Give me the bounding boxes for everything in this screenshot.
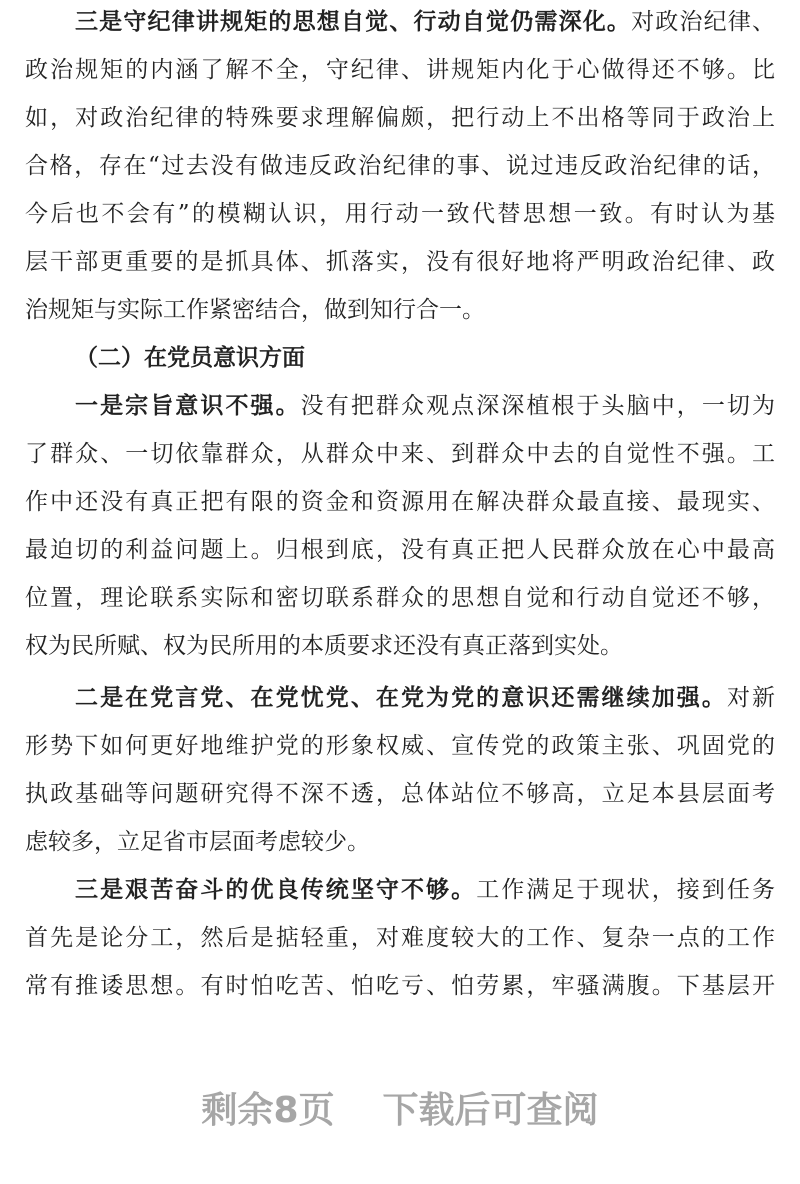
paragraph-line [25,382,775,430]
paragraph-line: 常有推诿思想。有时怕吃苦、怕吃亏、怕劳累，牢骚满腹。下基层开 [25,973,775,999]
section-heading: （二）在党员意识方面 [75,345,305,371]
paragraph-line: 执政基础等问题研究得不深不透，总体站位不够高，立足本县层面考 [25,781,775,807]
paragraph-line: 今后也不会有”的模糊认识，用行动一致代替思想一致。有时认为基 [25,201,775,227]
document-page [25,0,775,1010]
paragraph-line: 层干部更重要的是抓具体、抓落实，没有很好地将严明政治纪律、政 [25,249,775,275]
paragraph-lead: 三是守纪律讲规矩的思想自觉、行动自觉仍需深化。 [75,9,632,35]
paragraph-line: 首先是论分工，然后是掂轻重，对难度较大的工作、复杂一点的工作 [25,925,775,951]
paragraph-line: 位置，理论联系实际和密切联系群众的思想自觉和行动自觉还不够， [25,585,775,611]
paragraph-line: 了群众、一切依靠群众，从群众中来、到群众中去的自觉性不强。工 [25,441,775,467]
paragraph-line: 合格，存在“过去没有做违反政治纪律的事、说过违反政治纪律的话， [25,153,775,179]
paragraph-line: 如，对政治纪律的特殊要求理解偏颇，把行动上不出格等同于政治上 [25,105,775,131]
paragraph-line [25,0,775,46]
remaining-pages-text: 剩余8页 [201,1090,335,1131]
paragraph-line: 政治规矩的内涵了解不全，守纪律、讲规矩内化于心做得还不够。比 [25,57,775,83]
paragraph-line: 形势下如何更好地维护党的形象权威、宣传党的政策主张、巩固党的 [25,733,775,759]
paragraph-lead: 二是在党言党、在党忧党、在党为党的意识还需继续加强。 [75,685,727,711]
download-hint-text: 下载后可查阅 [382,1090,599,1131]
paragraph-text: 没有把群众观点深深植根于头脑中，一切为 [300,393,776,419]
paragraph-line: 权为民所赋、权为民所用的本质要求还没有真正落到实处。 [25,633,623,659]
paragraph-text: 对新 [726,685,776,711]
paragraph-lead: 一是宗旨意识不强。 [75,393,301,419]
paragraph-text: 工作满足于现状，接到任务 [476,877,776,903]
paragraph-line [25,866,775,914]
paragraph-line: 作中还没有真正把有限的资金和资源用在解决群众最直接、最现实、 [25,489,775,515]
paragraph-line: 虑较多，立足省市层面考虑较少。 [25,829,370,855]
paragraph-line: 最迫切的利益问题上。归根到底，没有真正把人民群众放在心中最高 [25,537,775,563]
paragraph-text: 对政治纪律、 [631,9,776,35]
download-prompt[interactable] [0,1082,800,1133]
paragraph-line [25,674,775,722]
paragraph-lead: 三是艰苦奋斗的优良传统坚守不够。 [75,877,477,903]
paragraph-line: 治规矩与实际工作紧密结合，做到知行合一。 [25,297,485,323]
